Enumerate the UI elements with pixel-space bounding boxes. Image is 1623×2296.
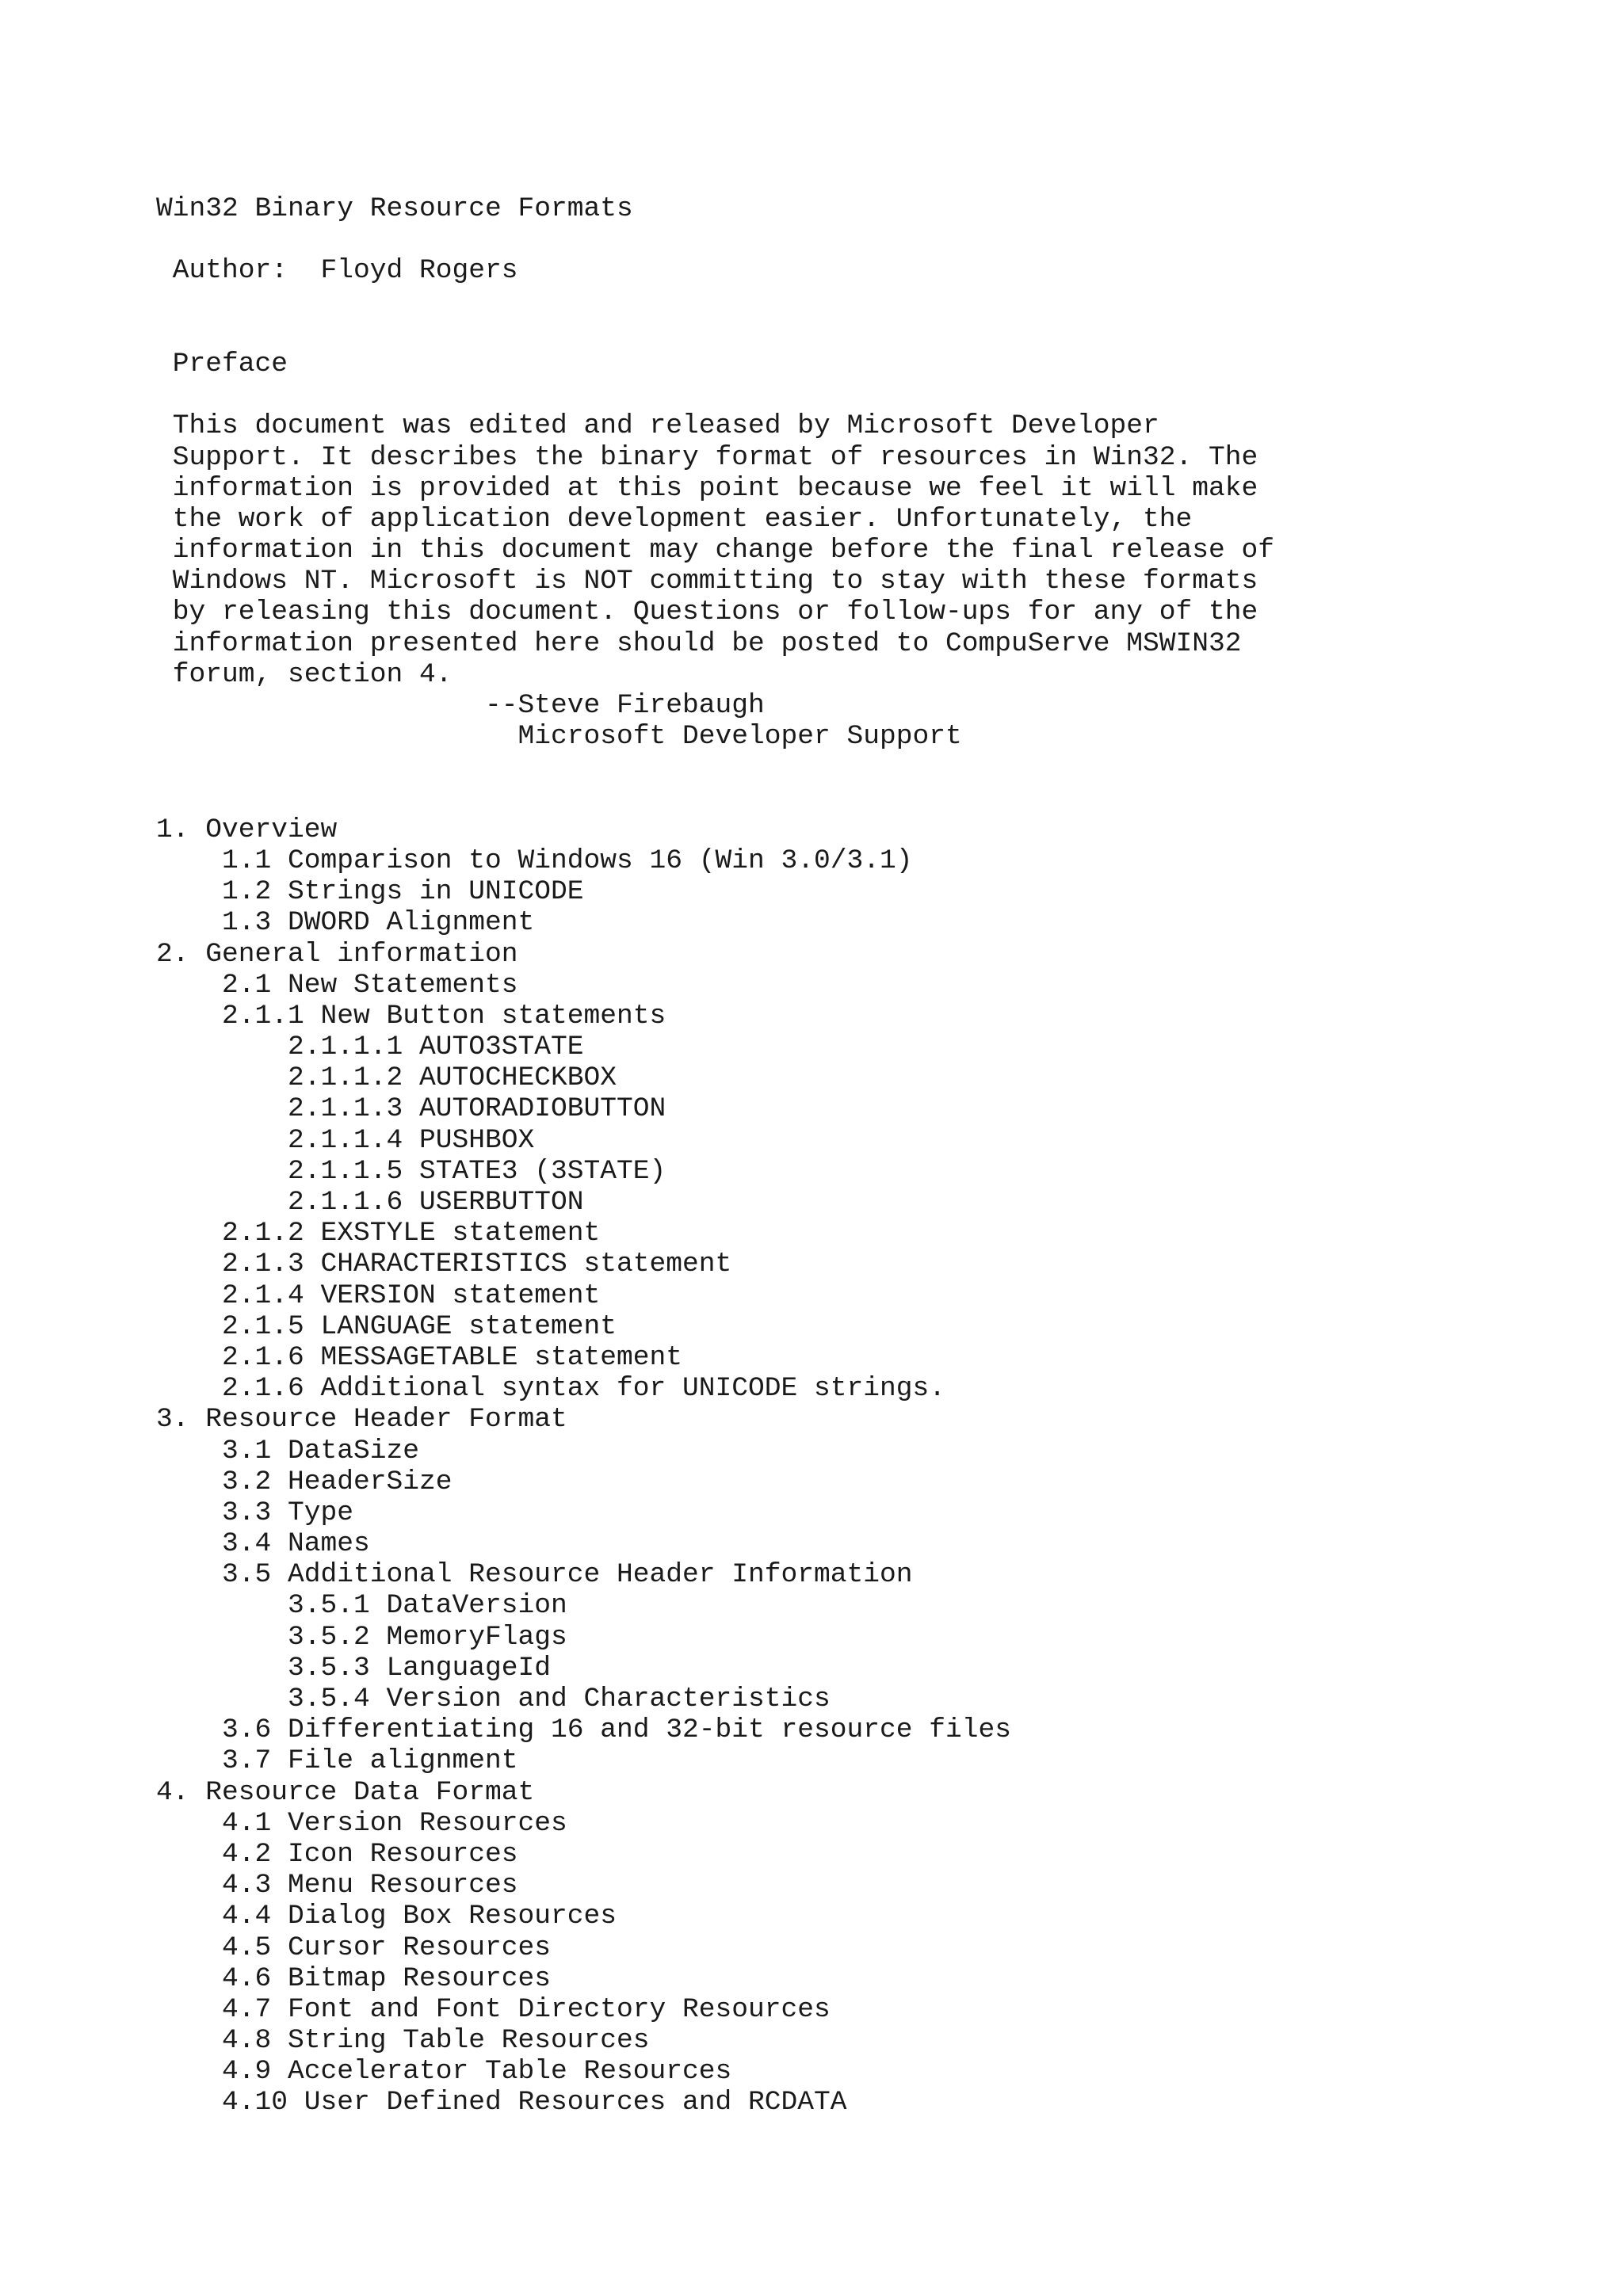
toc-entry: 1. Overview <box>156 814 338 845</box>
toc-entry: 3.1 DataSize <box>156 1435 420 1466</box>
toc-entry: 3.3 Type <box>156 1497 354 1528</box>
toc-entry: 3.2 HeaderSize <box>156 1466 453 1497</box>
toc-entry: 4.5 Cursor Resources <box>156 1932 552 1963</box>
blank-line <box>156 752 1274 783</box>
toc-entry: 4.1 Version Resources <box>156 1807 567 1839</box>
toc-entry: 2.1.6 Additional syntax for UNICODE strings. <box>156 1373 946 1405</box>
preface-heading: Preface <box>156 348 288 379</box>
blank-line <box>156 379 1274 410</box>
toc-entry: 4.2 Icon Resources <box>156 1838 518 1870</box>
toc-entry: 2.1.3 CHARACTERISTICS statement <box>156 1249 732 1280</box>
paragraph-line: Windows NT. Microsoft is NOT committing to stay with these formats <box>156 566 1258 597</box>
author-line: Author: Floyd Rogers <box>156 255 518 287</box>
toc-entry: 3.5.2 MemoryFlags <box>156 1621 567 1653</box>
toc-entry: 2.1.1.5 STATE3 (3STATE) <box>156 1155 666 1187</box>
toc-entry: 4.9 Accelerator Table Resources <box>156 2056 732 2088</box>
blank-line <box>156 287 1274 318</box>
paragraph-line: Support. It describes the binary format of resources in Win32. The <box>156 441 1258 473</box>
toc-entry: 2.1.1.4 PUSHBOX <box>156 1124 535 1156</box>
toc-entry: 2.1.1.6 USERBUTTON <box>156 1187 584 1218</box>
toc-entry: 4. Resource Data Format <box>156 1776 535 1808</box>
toc-entry: 4.10 User Defined Resources and RCDATA <box>156 2087 847 2119</box>
toc-entry: 4.3 Menu Resources <box>156 1870 518 1901</box>
toc-entry: 2.1.1 New Button statements <box>156 1000 666 1032</box>
preface-paragraph <box>156 410 1274 690</box>
toc-entry: 2.1.6 MESSAGETABLE statement <box>156 1341 683 1373</box>
toc-entry: 2. General information <box>156 938 518 970</box>
paragraph-line: information presented here should be posted to CompuServe MSWIN32 <box>156 627 1242 659</box>
document-title: Win32 Binary Resource Formats <box>156 193 633 224</box>
blank-line <box>156 224 1274 255</box>
paragraph-line: information in this document may change before the final release of <box>156 535 1275 566</box>
toc-entry: 1.1 Comparison to Windows 16 (Win 3.0/3.1) <box>156 845 913 876</box>
toc-entry: 3.4 Names <box>156 1528 370 1560</box>
toc-entry: 2.1.1.1 AUTO3STATE <box>156 1032 584 1063</box>
toc-entry: 3.5.4 Version and Characteristics <box>156 1684 831 1714</box>
toc-entry: 2.1 New Statements <box>156 969 518 1001</box>
paragraph-line: the work of application development easier. Unfortunately, the <box>156 503 1193 535</box>
toc-entry: 1.2 Strings in UNICODE <box>156 876 584 908</box>
toc-entry: 1.3 DWORD Alignment <box>156 907 535 939</box>
toc-entry: 4.6 Bitmap Resources <box>156 1962 552 1994</box>
toc-entry: 2.1.1.3 AUTORADIOBUTTON <box>156 1093 666 1125</box>
toc-entry: 2.1.2 EXSTYLE statement <box>156 1218 601 1249</box>
toc-entry: 3. Resource Header Format <box>156 1404 567 1436</box>
toc-entry: 3.7 File alignment <box>156 1745 518 1777</box>
table-of-contents <box>156 814 1274 2119</box>
toc-entry: 4.7 Font and Font Directory Resources <box>156 1993 831 2025</box>
toc-entry: 2.1.5 LANGUAGE statement <box>156 1310 617 1342</box>
toc-entry: 3.5.3 LanguageId <box>156 1652 552 1684</box>
toc-entry: 4.8 String Table Resources <box>156 2025 650 2057</box>
document-page <box>156 193 1274 2119</box>
toc-entry: 2.1.4 VERSION statement <box>156 1280 601 1311</box>
blank-line <box>156 784 1274 814</box>
paragraph-line: forum, section 4. <box>156 658 453 690</box>
signature-line: Microsoft Developer Support <box>156 721 962 753</box>
toc-entry: 2.1.1.2 AUTOCHECKBOX <box>156 1062 617 1094</box>
toc-entry: 3.5 Additional Resource Header Information <box>156 1559 913 1591</box>
paragraph-line: This document was edited and released by Microsoft Developer <box>156 410 1159 442</box>
signature-line: --Steve Firebaugh <box>156 690 765 721</box>
toc-entry: 3.6 Differentiating 16 and 32-bit resource files <box>156 1714 1012 1746</box>
toc-entry: 3.5.1 DataVersion <box>156 1590 567 1622</box>
signature-block <box>156 690 1274 752</box>
paragraph-line: information is provided at this point because we feel it will make <box>156 472 1258 504</box>
paragraph-line: by releasing this document. Questions or follow-ups for any of the <box>156 597 1258 628</box>
blank-line <box>156 318 1274 349</box>
toc-entry: 4.4 Dialog Box Resources <box>156 1901 617 1932</box>
